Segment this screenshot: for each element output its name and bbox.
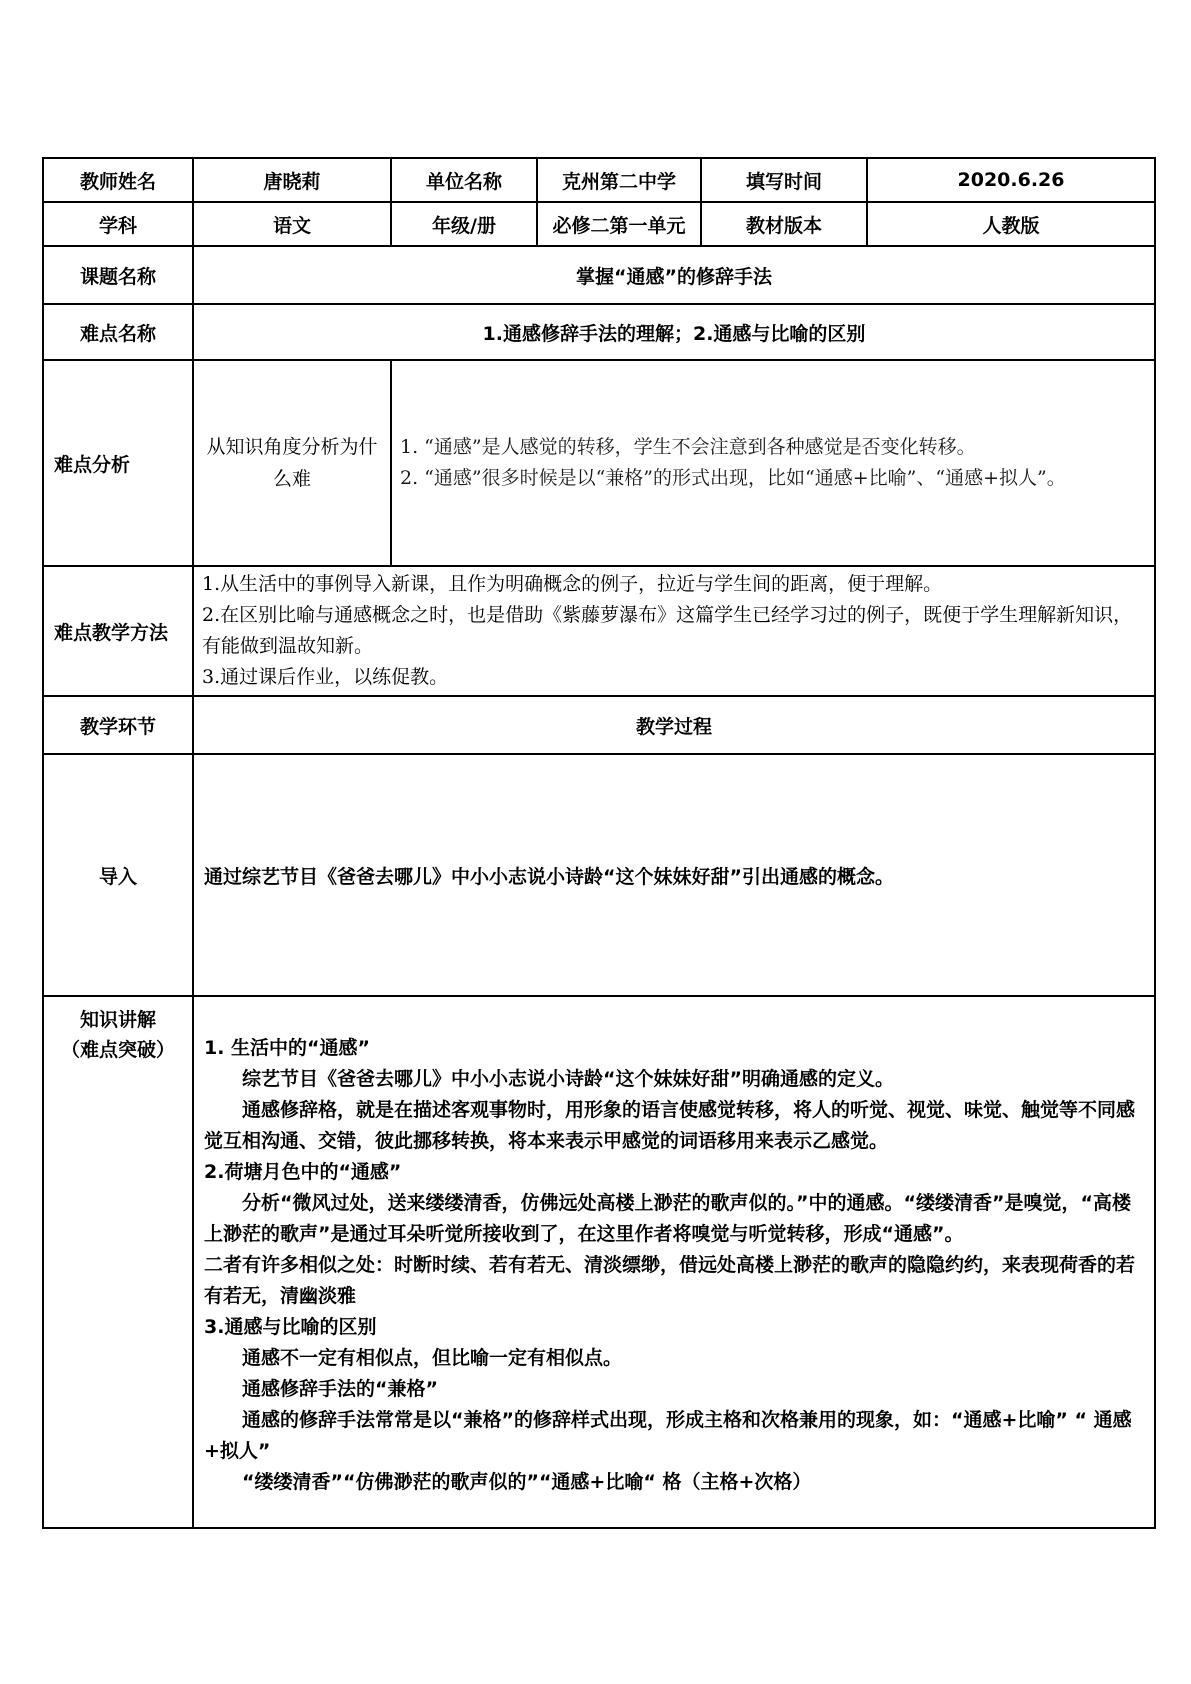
method-content	[193, 566, 1155, 696]
difficulty-label: 难点名称	[43, 304, 193, 360]
lesson-plan-table	[42, 157, 1156, 1529]
knowledge-paragraph: 通感不一定有相似点，但比喻一定有相似点。	[242, 1347, 623, 1369]
lesson-plan-document	[42, 157, 1154, 1529]
analysis-item: 2. “通感”很多时候是以“兼格”的形式出现，比如“通感+比喻”、“通感+拟人”。	[400, 467, 1066, 489]
knowledge-label	[43, 996, 193, 1528]
knowledge-paragraph: 综艺节目《爸爸去哪儿》中小小志说小诗龄“这个妹妹好甜”明确通感的定义。	[242, 1068, 894, 1090]
method-row	[43, 566, 1155, 696]
knowledge-paragraph: 1. 生活中的“通感”	[204, 1037, 371, 1059]
method-label: 难点教学方法	[43, 566, 193, 696]
intro-text: 通过综艺节目《爸爸去哪儿》中小小志说小诗龄“这个妹妹好甜”引出通感的概念。	[193, 754, 1155, 996]
method-item: 2.在区别比喻与通感概念之时，也是借助《紫藤萝瀑布》这篇学生已经学习过的例子，既便于学生理解新知识，有能做到温故知新。	[202, 604, 1133, 657]
info-row-2	[43, 202, 1155, 246]
edition-label: 教材版本	[701, 202, 867, 246]
analysis-sub-label: 从知识角度分析为什么难	[193, 360, 391, 566]
difficulty-row	[43, 304, 1155, 360]
method-item: 1.从生活中的事例导入新课，且作为明确概念的例子，拉近与学生间的距离，便于理解。	[202, 573, 943, 595]
topic-label: 课题名称	[43, 246, 193, 304]
intro-label: 导入	[43, 754, 193, 996]
method-item: 3.通过课后作业，以练促教。	[202, 666, 449, 688]
analysis-row	[43, 360, 1155, 566]
knowledge-label-line2: （难点突破）	[60, 1039, 175, 1061]
analysis-content	[391, 360, 1155, 566]
process-header-row	[43, 696, 1155, 754]
date-label: 填写时间	[701, 158, 867, 202]
edition-value: 人教版	[867, 202, 1155, 246]
subject-label: 学科	[43, 202, 193, 246]
info-row-1	[43, 158, 1155, 202]
date-value: 2020.6.26	[867, 158, 1155, 202]
unit-label: 单位名称	[391, 158, 537, 202]
teacher-value: 唐晓莉	[193, 158, 391, 202]
process-label: 教学过程	[193, 696, 1155, 754]
analysis-item: 1. “通感”是人感觉的转移，学生不会注意到各种感觉是否变化转移。	[400, 436, 976, 458]
grade-value: 必修二第一单元	[537, 202, 701, 246]
knowledge-paragraph: 分析“微风过处，送来缕缕清香，仿佛远处高楼上渺茫的歌声似的。”中的通感。“缕缕清香”是嗅觉，“高楼上渺茫的歌声”是通过耳朵听觉所接收到了，在这里作者将嗅觉与听觉转移，形成“通感”。	[204, 1192, 1131, 1245]
topic-row	[43, 246, 1155, 304]
subject-value: 语文	[193, 202, 391, 246]
knowledge-paragraph: 2.荷塘月色中的“通感”	[204, 1161, 402, 1183]
knowledge-label-line1: 知识讲解	[79, 1009, 156, 1031]
teacher-label: 教师姓名	[43, 158, 193, 202]
analysis-label: 难点分析	[43, 360, 193, 566]
knowledge-paragraph: “缕缕清香”“仿佛渺茫的歌声似的”“通感+比喻“ 格（主格+次格）	[242, 1471, 812, 1493]
process-stage-label: 教学环节	[43, 696, 193, 754]
unit-value: 克州第二中学	[537, 158, 701, 202]
difficulty-value: 1.通感修辞手法的理解；2.通感与比喻的区别	[193, 304, 1155, 360]
knowledge-paragraph: 通感的修辞手法常常是以“兼格”的修辞样式出现，形成主格和次格兼用的现象，如：“通感+比喻” “ 通感+拟人”	[204, 1409, 1132, 1462]
knowledge-row	[43, 996, 1155, 1528]
topic-value: 掌握“通感”的修辞手法	[193, 246, 1155, 304]
knowledge-paragraph: 通感修辞手法的“兼格”	[242, 1378, 438, 1400]
knowledge-content	[193, 996, 1155, 1528]
intro-row	[43, 754, 1155, 996]
knowledge-paragraph: 二者有许多相似之处：时断时续、若有若无、清淡缥缈，借远处高楼上渺茫的歌声的隐隐约约，来表现荷香的若有若无，清幽淡雅	[204, 1254, 1136, 1307]
knowledge-paragraph: 3.通感与比喻的区别	[204, 1316, 377, 1338]
knowledge-paragraph: 通感修辞格，就是在描述客观事物时，用形象的语言使感觉转移，将人的听觉、视觉、味觉、触觉等不同感觉互相沟通、交错，彼此挪移转换，将本来表示甲感觉的词语移用来表示乙感觉。	[204, 1099, 1136, 1152]
grade-label: 年级/册	[391, 202, 537, 246]
